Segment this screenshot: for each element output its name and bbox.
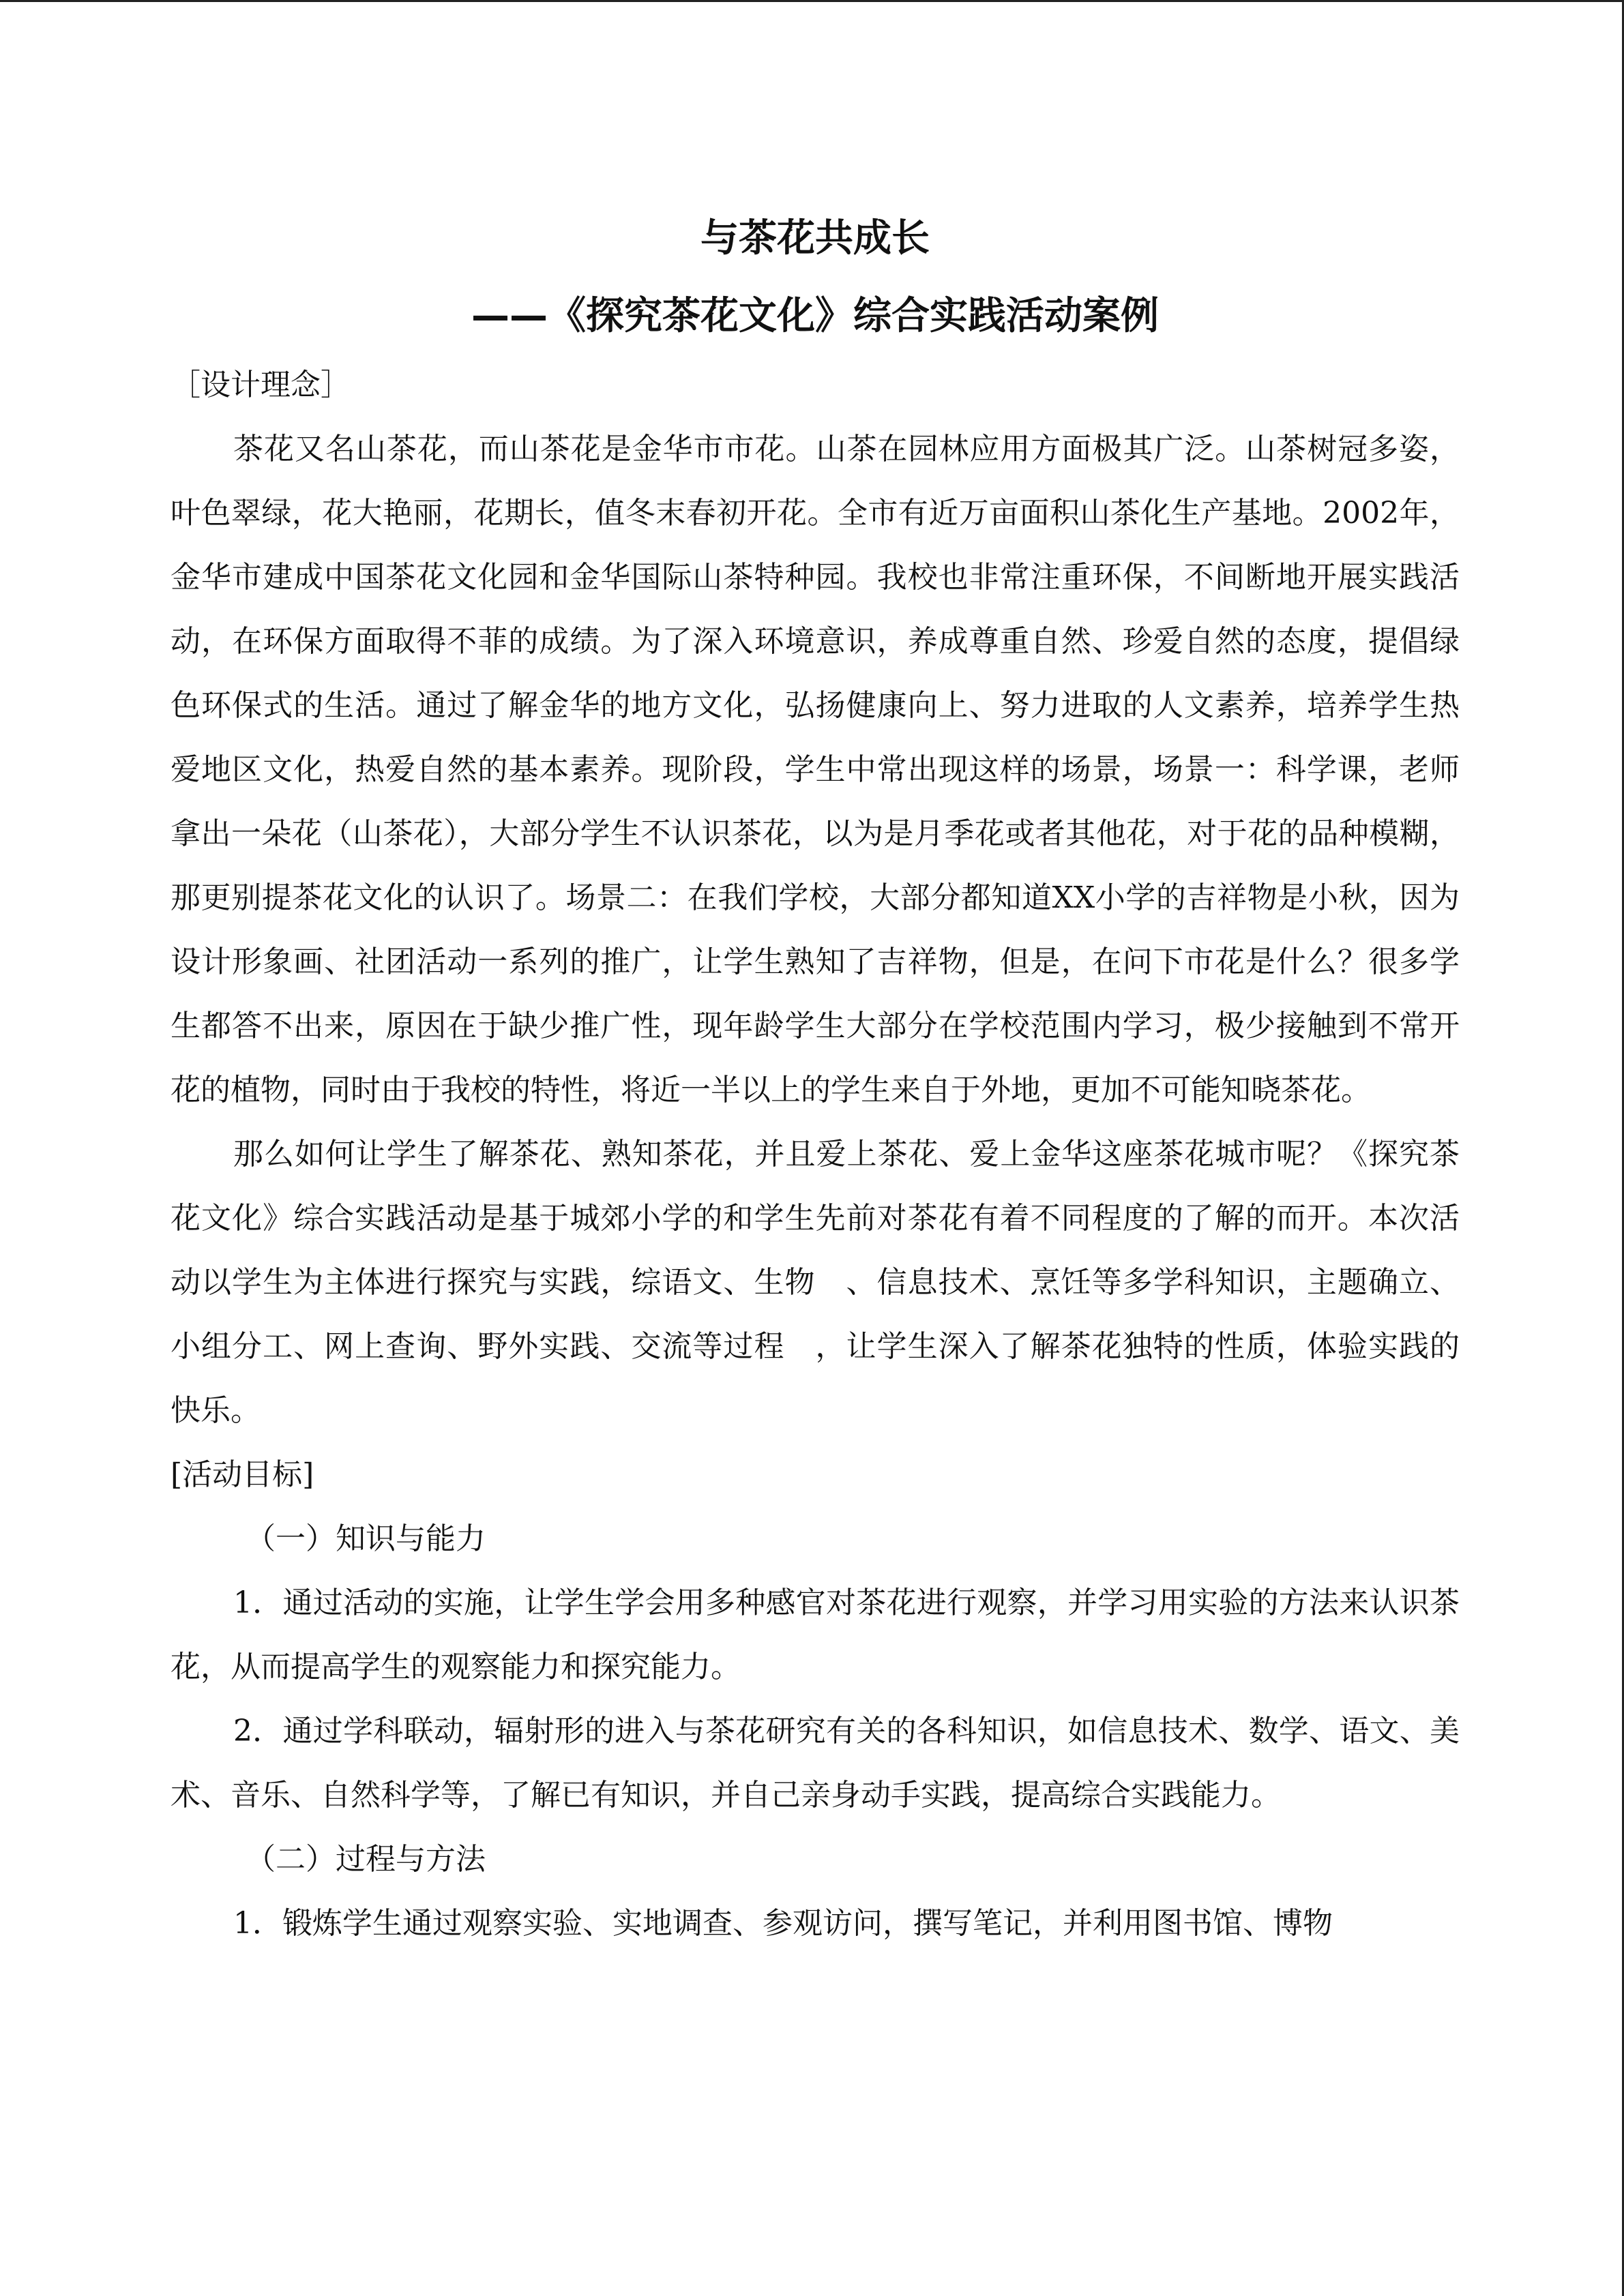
goals-subheading-knowledge: （一）知识与能力 [246,1521,486,1556]
goals-knowledge-item-1: 1．通过活动的实施，让学生学会用多种感官对茶花进行观察，并学习用实验的方法来认识茶花，从而提高学生的观察能力和探究能力。 [171,1585,1460,1684]
page-top-border [0,0,1624,2]
goals-process-item-1: 1．锻炼学生通过观察实验、实地调查、参观访问，撰写笔记，并利用图书馆、博物 [233,1906,1333,1941]
document-page [171,205,1460,1956]
document-subtitle: ——《探究茶花文化》综合实践活动案例 [471,294,1159,338]
design-paragraph-1: 茶花又名山茶花，而山茶花是金华市市花。山茶在园林应用方面极其广泛。山茶树冠多姿，叶色翠绿，花大艳丽，花期长，值冬末春初开花。全市有近万亩面积山茶化生产基地。2002年，金华市建成中国茶花文化园和金华国际山茶特种园。我校也非常注重环保，不间断地开展实践活动，在环保方面取得不菲的成绩。为了深入环境意识，养成尊重自然、珍爱自然的态度，提倡绿色环保式的生活。通过了解金华的地方文化，弘扬健康向上、努力进取的人文素养，培养学生热爱地区文化，热爱自然的基本素养。现阶段，学生中常出现这样的场景，场景一：科学课，老师拿出一朵花（山茶花），大部分学生不认识茶花，以为是月季花或者其他花，对于花的品种模糊，那更别提茶花文化的认识了。场景二：在我们学校，大部分都知道XX小学的吉祥物是小秋，因为设计形象画、社团活动一系列的推广，让学生熟知了吉祥物，但是，在问下市花是什么？很多学生都答不出来，原因在于缺少推广性，现年龄学生大部分在学校范围内学习，极少接触到不常开花的植物，同时由于我校的特性，将近一半以上的学生来自于外地，更加不可能知晓茶花。 [171,432,1460,1107]
section-heading-design: ［设计理念］ [171,368,351,402]
goals-knowledge-item-2: 2．通过学科联动，辐射形的进入与茶花研究有关的各科知识，如信息技术、数学、语文、美术、音乐、自然科学等，了解已有知识，并自己亲身动手实践，提高综合实践能力。 [171,1714,1460,1813]
section-heading-goals: [活动目标] [171,1457,314,1492]
design-paragraph-2: 那么如何让学生了解茶花、熟知茶花，并且爱上茶花、爱上金华这座茶花城市呢？《探究茶花文化》综合实践活动是基于城郊小学的和学生先前对茶花有着不同程度的了解的而开。本次活动以学生为主体进行探究与实践，综语文、生物 、信息技术、烹饪等多学科知识，主题确立、小组分工、网上查询、野外实践、交流等过程 ，让学生深入了解茶花独特的性质，体验实践的快乐。 [171,1137,1460,1428]
document-title: 与茶花共成长 [700,216,930,260]
goals-subheading-process: （二）过程与方法 [246,1842,486,1877]
